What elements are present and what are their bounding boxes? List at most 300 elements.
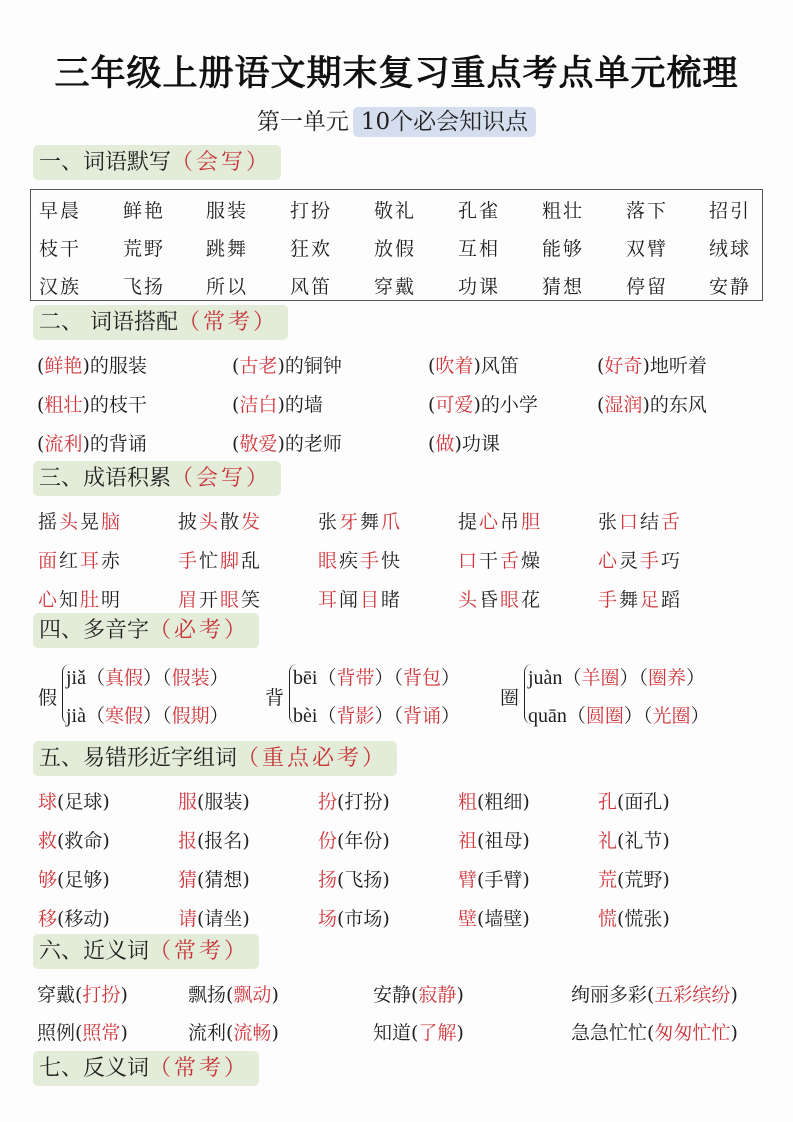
word-cell: 荒野 [123, 238, 166, 260]
polyphone-reading [293, 663, 460, 690]
close-paren: ） [441, 667, 461, 689]
answer-word: 流利 [44, 433, 83, 455]
answer-word: 洁白 [239, 394, 278, 416]
idiom-char: 眼 [500, 589, 522, 611]
idiom-char: 胆 [521, 511, 543, 533]
answer-word: 鲜艳 [44, 355, 83, 377]
word-cell: 敬礼 [374, 200, 417, 222]
answer-word: 敬爱 [239, 433, 278, 455]
example-word: (飞扬) [337, 869, 390, 891]
section-tag: （常考） [178, 310, 279, 335]
idiom-char: 舞 [619, 589, 641, 611]
close-paren: ) [456, 1022, 464, 1044]
word-cell: 枝干 [39, 238, 82, 260]
target-char: 扮 [318, 791, 338, 813]
word-cell: 飞扬 [123, 276, 166, 298]
target-char: 救 [38, 830, 58, 852]
collocation-rest: )的墙 [277, 394, 323, 416]
synonym-item [571, 1018, 738, 1045]
idiom-char: 灵 [619, 550, 641, 572]
example-word: (足够) [57, 869, 110, 891]
collocation-rest: )的服装 [82, 355, 147, 377]
idiom-char: 脚 [220, 550, 242, 572]
word-cell: 穿戴 [374, 276, 417, 298]
idiom-char: 舌 [661, 511, 683, 533]
word-cell: 狂欢 [290, 238, 333, 260]
open-paren: （ [86, 705, 106, 727]
idiom-char: 口 [458, 550, 480, 572]
idiom [178, 507, 262, 534]
open-paren: ( [428, 433, 436, 455]
collocation-item [37, 429, 147, 456]
idiom-char: 散 [220, 511, 242, 533]
synonym-word: 打扮 [82, 984, 121, 1006]
word-cell: 猜想 [542, 276, 585, 298]
open-paren: ( [428, 355, 436, 377]
section-tag: （会写） [171, 466, 272, 491]
example-word: 寒假 [105, 705, 144, 727]
section-6-heading [33, 934, 259, 969]
collocation-item [232, 351, 342, 378]
close-paren: ) [271, 984, 279, 1006]
close-paren: ） [623, 705, 643, 727]
word: 知道( [373, 1022, 419, 1044]
section-1-heading [33, 145, 281, 180]
answer-word: 好奇 [604, 355, 643, 377]
open-paren: （ [566, 705, 586, 727]
word-cell: 汉族 [39, 276, 82, 298]
close-paren: ) [271, 1022, 279, 1044]
similar-char-item [598, 865, 670, 892]
idiom-char: 蹈 [661, 589, 683, 611]
synonym-word: 寂静 [418, 984, 457, 1006]
word: 照例( [37, 1022, 83, 1044]
idiom-char: 头 [199, 511, 221, 533]
section-tag: （常考） [149, 939, 250, 964]
idiom-char: 知 [59, 589, 81, 611]
pinyin: jià [66, 705, 86, 727]
open-paren: ( [597, 355, 605, 377]
polyphone-char: 背 [265, 687, 285, 709]
section-3-heading [33, 461, 281, 496]
target-char: 猜 [178, 869, 198, 891]
close-paren: ） [143, 667, 163, 689]
idiom-char: 红 [59, 550, 81, 572]
example-word: (墙壁) [477, 908, 530, 930]
word-cell: 绒球 [709, 238, 752, 260]
idiom-char: 眼 [220, 589, 242, 611]
close-paren: ） [209, 667, 229, 689]
example-word: 背带 [336, 667, 375, 689]
idiom-char: 舌 [500, 550, 522, 572]
similar-char-item [318, 826, 390, 853]
idiom-char: 眼 [318, 550, 340, 572]
collocation-rest: )地听着 [642, 355, 707, 377]
word-row [31, 234, 762, 264]
answer-word: 湿润 [604, 394, 643, 416]
polyphone-reading [528, 701, 709, 728]
close-paren: ） [690, 705, 710, 727]
polyphone-reading [66, 701, 229, 728]
open-paren: （ [393, 705, 403, 727]
idiom-char: 燥 [521, 550, 543, 572]
collocation-item [597, 390, 707, 417]
section-title: 三、成语积累 [39, 466, 172, 491]
close-paren: ） [374, 667, 394, 689]
close-paren: ) [120, 1022, 128, 1044]
word-cell: 服装 [206, 200, 249, 222]
open-paren: ( [232, 394, 240, 416]
word-row [31, 272, 762, 302]
section-title: 七、反义词 [39, 1056, 150, 1081]
target-char: 荒 [598, 869, 618, 891]
idiom-char: 花 [521, 589, 543, 611]
collocation-rest: )功课 [454, 433, 500, 455]
idiom-char: 睹 [381, 589, 403, 611]
idiom-char: 张 [598, 511, 620, 533]
collocation-item [428, 429, 500, 456]
word-cell: 放假 [374, 238, 417, 260]
idiom-char: 忙 [199, 550, 221, 572]
word-cell: 早晨 [39, 200, 82, 222]
collocation-item [597, 351, 707, 378]
idiom-char: 快 [381, 550, 403, 572]
word-cell: 鲜艳 [123, 200, 166, 222]
target-char: 粗 [458, 791, 478, 813]
word-cell: 双臂 [626, 238, 669, 260]
idiom-char: 目 [360, 589, 382, 611]
idiom-char: 晃 [80, 511, 102, 533]
idiom-char: 耳 [80, 550, 102, 572]
synonym-item [373, 980, 464, 1007]
synonym-item [373, 1018, 464, 1045]
idiom [178, 546, 262, 573]
target-char: 报 [178, 830, 198, 852]
open-paren: （ [86, 667, 106, 689]
open-paren: （ [562, 667, 582, 689]
idiom-char: 干 [479, 550, 501, 572]
similar-char-item [178, 865, 250, 892]
pinyin: juàn [528, 667, 563, 689]
idiom-char: 牙 [339, 511, 361, 533]
target-char: 慌 [598, 908, 618, 930]
example-word: (手臂) [477, 869, 530, 891]
collocation-rest: )风笛 [473, 355, 519, 377]
target-char: 球 [38, 791, 58, 813]
example-word: 光圈 [652, 705, 691, 727]
example-word: 假装 [171, 667, 210, 689]
target-char: 祖 [458, 830, 478, 852]
idiom-char: 心 [479, 511, 501, 533]
similar-char-item [38, 904, 110, 931]
idiom-char: 张 [318, 511, 340, 533]
idiom [318, 585, 402, 612]
target-char: 孔 [598, 791, 618, 813]
idiom-char: 乱 [241, 550, 263, 572]
idiom [458, 585, 542, 612]
word-cell: 跳舞 [206, 238, 249, 260]
target-char: 移 [38, 908, 58, 930]
answer-word: 做 [435, 433, 455, 455]
answer-word: 可爱 [435, 394, 474, 416]
pinyin: bēi [293, 667, 318, 689]
section-tag: （常考） [149, 1056, 250, 1081]
word-row [31, 196, 762, 226]
similar-char-item [598, 904, 670, 931]
word-cell: 风笛 [290, 276, 333, 298]
target-char: 服 [178, 791, 198, 813]
example-word: (请坐) [197, 908, 250, 930]
synonym-word: 照常 [82, 1022, 121, 1044]
open-paren: （ [162, 705, 172, 727]
similar-char-item [458, 904, 530, 931]
idiom-char: 结 [640, 511, 662, 533]
collocation-rest: )的铜钟 [277, 355, 342, 377]
idiom-char: 提 [458, 511, 480, 533]
open-paren: （ [642, 705, 653, 727]
similar-char-item [458, 865, 530, 892]
idiom [38, 546, 122, 573]
word-cell: 粗壮 [542, 200, 585, 222]
dictation-word-box [30, 189, 763, 301]
pinyin: bèi [293, 705, 318, 727]
idiom-char: 脑 [101, 511, 123, 533]
collocation-rest: )的老师 [277, 433, 342, 455]
idiom-char: 耳 [318, 589, 340, 611]
collocation-rest: )的枝干 [82, 394, 147, 416]
idiom-char: 昏 [479, 589, 501, 611]
synonym-word: 流畅 [233, 1022, 272, 1044]
similar-char-item [318, 787, 390, 814]
target-char: 场 [318, 908, 338, 930]
collocation-rest: )的背诵 [82, 433, 147, 455]
pinyin: quān [528, 705, 567, 727]
target-char: 份 [318, 830, 338, 852]
word-cell: 能够 [542, 238, 585, 260]
polyphone-reading [293, 701, 460, 728]
synonym-word: 了解 [418, 1022, 457, 1044]
answer-word: 吹着 [435, 355, 474, 377]
polyphone-reading [528, 663, 705, 690]
example-word: (礼节) [617, 830, 670, 852]
example-word: (打扮) [337, 791, 390, 813]
synonym-item [37, 1018, 128, 1045]
section-2-heading [33, 305, 288, 340]
idiom [318, 507, 402, 534]
idiom-char: 赤 [101, 550, 123, 572]
polyphone-reading [66, 663, 229, 690]
collocation-item [232, 429, 342, 456]
idiom [38, 585, 122, 612]
open-paren: ( [597, 394, 605, 416]
target-char: 壁 [458, 908, 478, 930]
collocation-item [37, 390, 147, 417]
close-paren: ） [686, 667, 706, 689]
similar-char-item [178, 904, 250, 931]
open-paren: （ [393, 667, 403, 689]
word: 穿戴( [37, 984, 83, 1006]
example-word: (服装) [197, 791, 250, 813]
target-char: 臂 [458, 869, 478, 891]
section-tag: （会写） [171, 150, 272, 175]
section-title: 四、多音字 [39, 618, 150, 643]
subtitle-highlight: 10个必会知识点 [353, 107, 536, 137]
example-word: (救命) [57, 830, 110, 852]
idiom-char: 发 [241, 511, 263, 533]
example-word: 背包 [403, 667, 442, 689]
idiom-char: 手 [360, 550, 382, 572]
idiom-char: 手 [598, 589, 620, 611]
idiom [178, 585, 262, 612]
open-paren: ( [232, 355, 240, 377]
section-5-heading [33, 741, 397, 776]
idiom-char: 头 [59, 511, 81, 533]
word: 安静( [373, 984, 419, 1006]
example-word: 羊圈 [581, 667, 620, 689]
idiom-char: 巧 [661, 550, 683, 572]
similar-char-item [458, 826, 530, 853]
word-cell: 功课 [458, 276, 501, 298]
synonym-item [188, 1018, 279, 1045]
idiom-char: 明 [101, 589, 123, 611]
word-cell: 互相 [458, 238, 501, 260]
word-cell: 安静 [709, 276, 752, 298]
answer-word: 古老 [239, 355, 278, 377]
idiom-char: 闻 [339, 589, 361, 611]
collocation-rest: )的东风 [642, 394, 707, 416]
idiom-char: 手 [178, 550, 200, 572]
synonym-item [37, 980, 128, 1007]
close-paren: ) [730, 1022, 738, 1044]
word-cell: 停留 [626, 276, 669, 298]
section-tag: （重点必考） [237, 746, 388, 771]
synonym-item [188, 980, 279, 1007]
idiom-char: 心 [598, 550, 620, 572]
target-char: 够 [38, 869, 58, 891]
similar-char-item [38, 787, 110, 814]
open-paren: （ [317, 667, 337, 689]
close-paren: ) [120, 984, 128, 1006]
idiom-char: 摇 [38, 511, 60, 533]
idiom-char: 吊 [500, 511, 522, 533]
word-cell: 打扮 [290, 200, 333, 222]
idiom-char: 疾 [339, 550, 361, 572]
answer-word: 粗壮 [44, 394, 83, 416]
collocation-item [428, 351, 519, 378]
example-word: (粗细) [477, 791, 530, 813]
collocation-item [37, 351, 147, 378]
idiom-char: 面 [38, 550, 60, 572]
example-word: 圈养 [648, 667, 687, 689]
section-title: 二、 词语搭配 [39, 310, 178, 335]
collocation-item [232, 390, 323, 417]
similar-char-item [598, 826, 670, 853]
similar-char-item [178, 826, 250, 853]
idiom-char: 肚 [80, 589, 102, 611]
synonym-item [571, 980, 738, 1007]
synonym-word: 五彩缤纷 [654, 984, 731, 1006]
idiom [458, 546, 542, 573]
close-paren: ) [730, 984, 738, 1006]
idiom-char: 眉 [178, 589, 200, 611]
example-word: 圆圈 [585, 705, 624, 727]
unit-label: 第一单元 [256, 109, 349, 135]
collocation-rest: )的小学 [473, 394, 538, 416]
section-title: 一、词语默写 [39, 150, 172, 175]
word: 飘扬( [188, 984, 234, 1006]
close-paren: ） [209, 705, 229, 727]
example-word: (报名) [197, 830, 250, 852]
synonym-word: 飘动 [233, 984, 272, 1006]
section-title: 五、易错形近字组词 [39, 746, 238, 771]
similar-char-item [318, 865, 390, 892]
open-paren: ( [232, 433, 240, 455]
similar-char-item [458, 787, 530, 814]
word-cell: 孔雀 [458, 200, 501, 222]
idiom-char: 心 [38, 589, 60, 611]
example-word: (猜想) [197, 869, 250, 891]
open-paren: ( [37, 394, 45, 416]
example-word: (祖母) [477, 830, 530, 852]
open-paren: （ [638, 667, 648, 689]
idiom [318, 546, 402, 573]
target-char: 请 [178, 908, 198, 930]
open-paren: ( [37, 433, 45, 455]
close-paren: ） [143, 705, 163, 727]
close-paren: ) [456, 984, 464, 1006]
word: 急急忙忙( [571, 1022, 655, 1044]
section-title: 六、近义词 [39, 939, 150, 964]
word-cell: 所以 [206, 276, 249, 298]
open-paren: ( [428, 394, 436, 416]
idiom-char: 开 [199, 589, 221, 611]
example-word: 真假 [105, 667, 144, 689]
subtitle [0, 103, 793, 136]
similar-char-item [38, 826, 110, 853]
idiom [38, 507, 122, 534]
pinyin: jiǎ [66, 667, 86, 689]
idiom [598, 585, 682, 612]
example-word: (面孔) [617, 791, 670, 813]
word-cell: 招引 [709, 200, 752, 222]
example-word: (荒野) [617, 869, 670, 891]
polyphone-char: 圈 [500, 687, 520, 709]
idiom-char: 头 [458, 589, 480, 611]
target-char: 礼 [598, 830, 618, 852]
word-cell: 落下 [626, 200, 669, 222]
example-word: 背影 [336, 705, 375, 727]
similar-char-item [38, 865, 110, 892]
open-paren: （ [162, 667, 172, 689]
similar-char-item [318, 904, 390, 931]
collocation-item [428, 390, 538, 417]
idiom-char: 笑 [241, 589, 263, 611]
example-word: (年份) [337, 830, 390, 852]
synonym-word: 匆匆忙忙 [654, 1022, 731, 1044]
polyphone-char: 假 [38, 687, 58, 709]
example-word: 背诵 [403, 705, 442, 727]
open-paren: ( [37, 355, 45, 377]
example-word: (移动) [57, 908, 110, 930]
example-word: (市场) [337, 908, 390, 930]
close-paren: ） [619, 667, 639, 689]
example-word: (慌张) [617, 908, 670, 930]
target-char: 扬 [318, 869, 338, 891]
close-paren: ） [374, 705, 394, 727]
idiom-char: 舞 [360, 511, 382, 533]
section-tag: （必考） [149, 618, 250, 643]
page-title: 三年级上册语文期末复习重点考点单元梳理 [54, 53, 739, 94]
